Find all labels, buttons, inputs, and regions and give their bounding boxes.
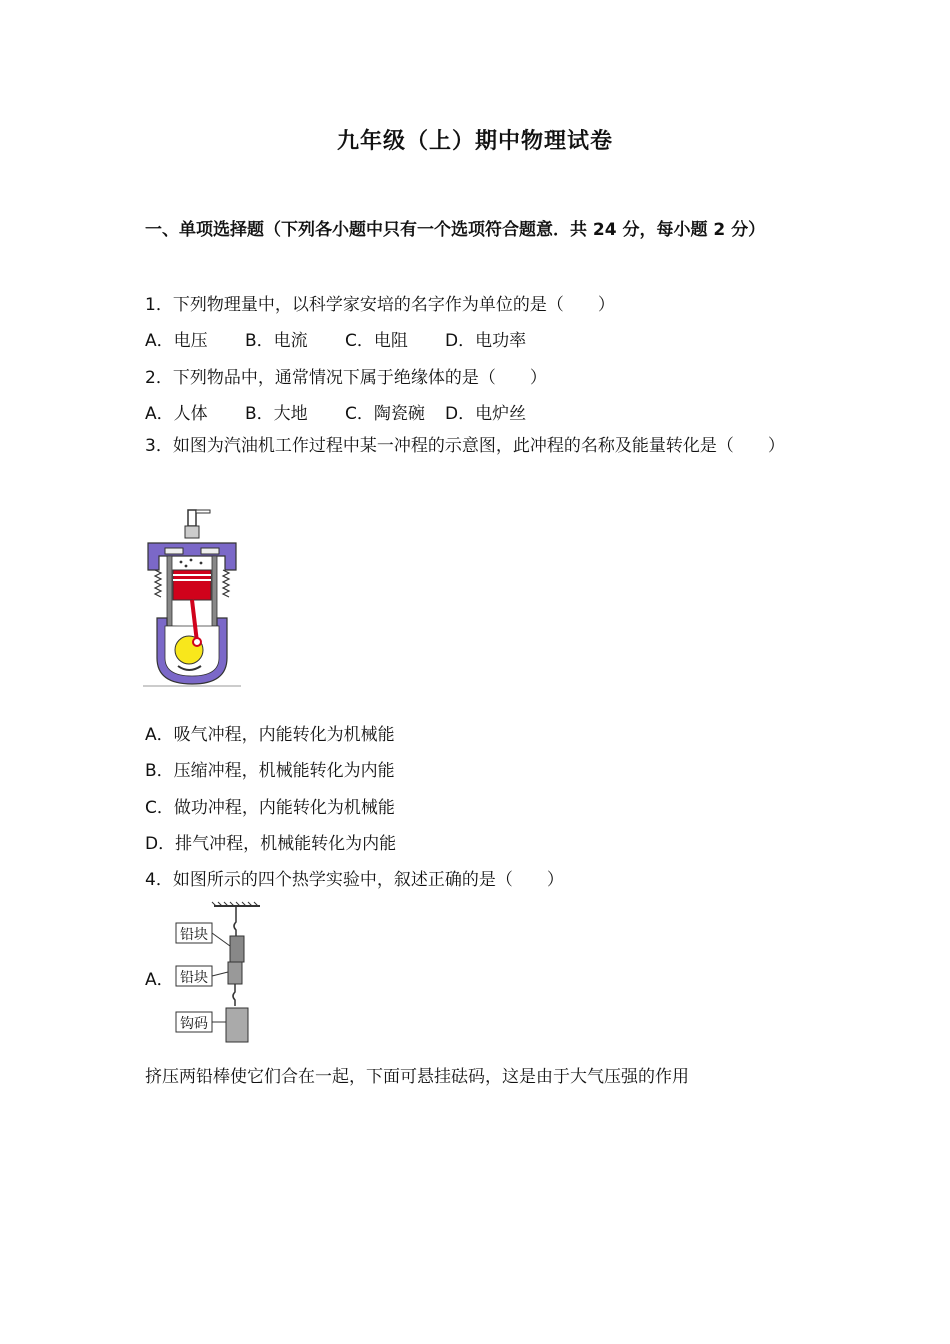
q1-option-d: D．电功率 xyxy=(445,331,527,351)
question-2-options xyxy=(145,399,526,424)
q3-option-c: C．做功冲程，内能转化为机械能 xyxy=(145,798,395,818)
question-1-options xyxy=(145,326,526,351)
label-hook-weight: 钩码 xyxy=(180,1016,208,1032)
question-1-stem: 1．下列物理量中，以科学家安培的名字作为单位的是（ ） xyxy=(145,295,615,315)
lead-block-illustration xyxy=(172,900,262,1044)
q2-option-b: B．大地 xyxy=(245,404,308,424)
label-lead-block-2: 铅块 xyxy=(180,970,208,986)
engine-diagram-illustration xyxy=(143,508,241,688)
section-heading: 一、单项选择题（下列各小题中只有一个选项符合题意．共 24 分，每小题 2 分） xyxy=(145,220,766,240)
q1-option-c: C．电阻 xyxy=(345,331,408,351)
q1-option-b: B．电流 xyxy=(245,331,308,351)
question-2-stem: 2．下列物品中，通常情况下属于绝缘体的是（ ） xyxy=(145,368,547,388)
q3-option-b: B．压缩冲程，机械能转化为内能 xyxy=(145,761,395,781)
q1-option-a: A．电压 xyxy=(145,331,208,351)
q4-option-a-text: 挤压两铅棒使它们合在一起，下面可悬挂砝码，这是由于大气压强的作用 xyxy=(145,1067,689,1087)
q2-option-c: C．陶瓷碗 xyxy=(345,404,425,424)
page-title: 九年级（上）期中物理试卷 xyxy=(336,129,613,154)
label-lead-block-1: 铅块 xyxy=(180,927,208,943)
q4-option-a-label: A． xyxy=(145,970,174,990)
engine-stroke-figure xyxy=(143,508,241,688)
question-3-stem: 3．如图为汽油机工作过程中某一冲程的示意图，此冲程的名称及能量转化是（ ） xyxy=(145,436,785,456)
lead-block-figure xyxy=(172,900,262,1044)
q3-option-a: A．吸气冲程，内能转化为机械能 xyxy=(145,725,395,745)
question-4-stem: 4．如图所示的四个热学实验中，叙述正确的是（ ） xyxy=(145,870,564,890)
q3-option-d: D．排气冲程，机械能转化为内能 xyxy=(145,834,397,854)
q2-option-a: A．人体 xyxy=(145,404,208,424)
q2-option-d: D．电炉丝 xyxy=(445,404,527,424)
